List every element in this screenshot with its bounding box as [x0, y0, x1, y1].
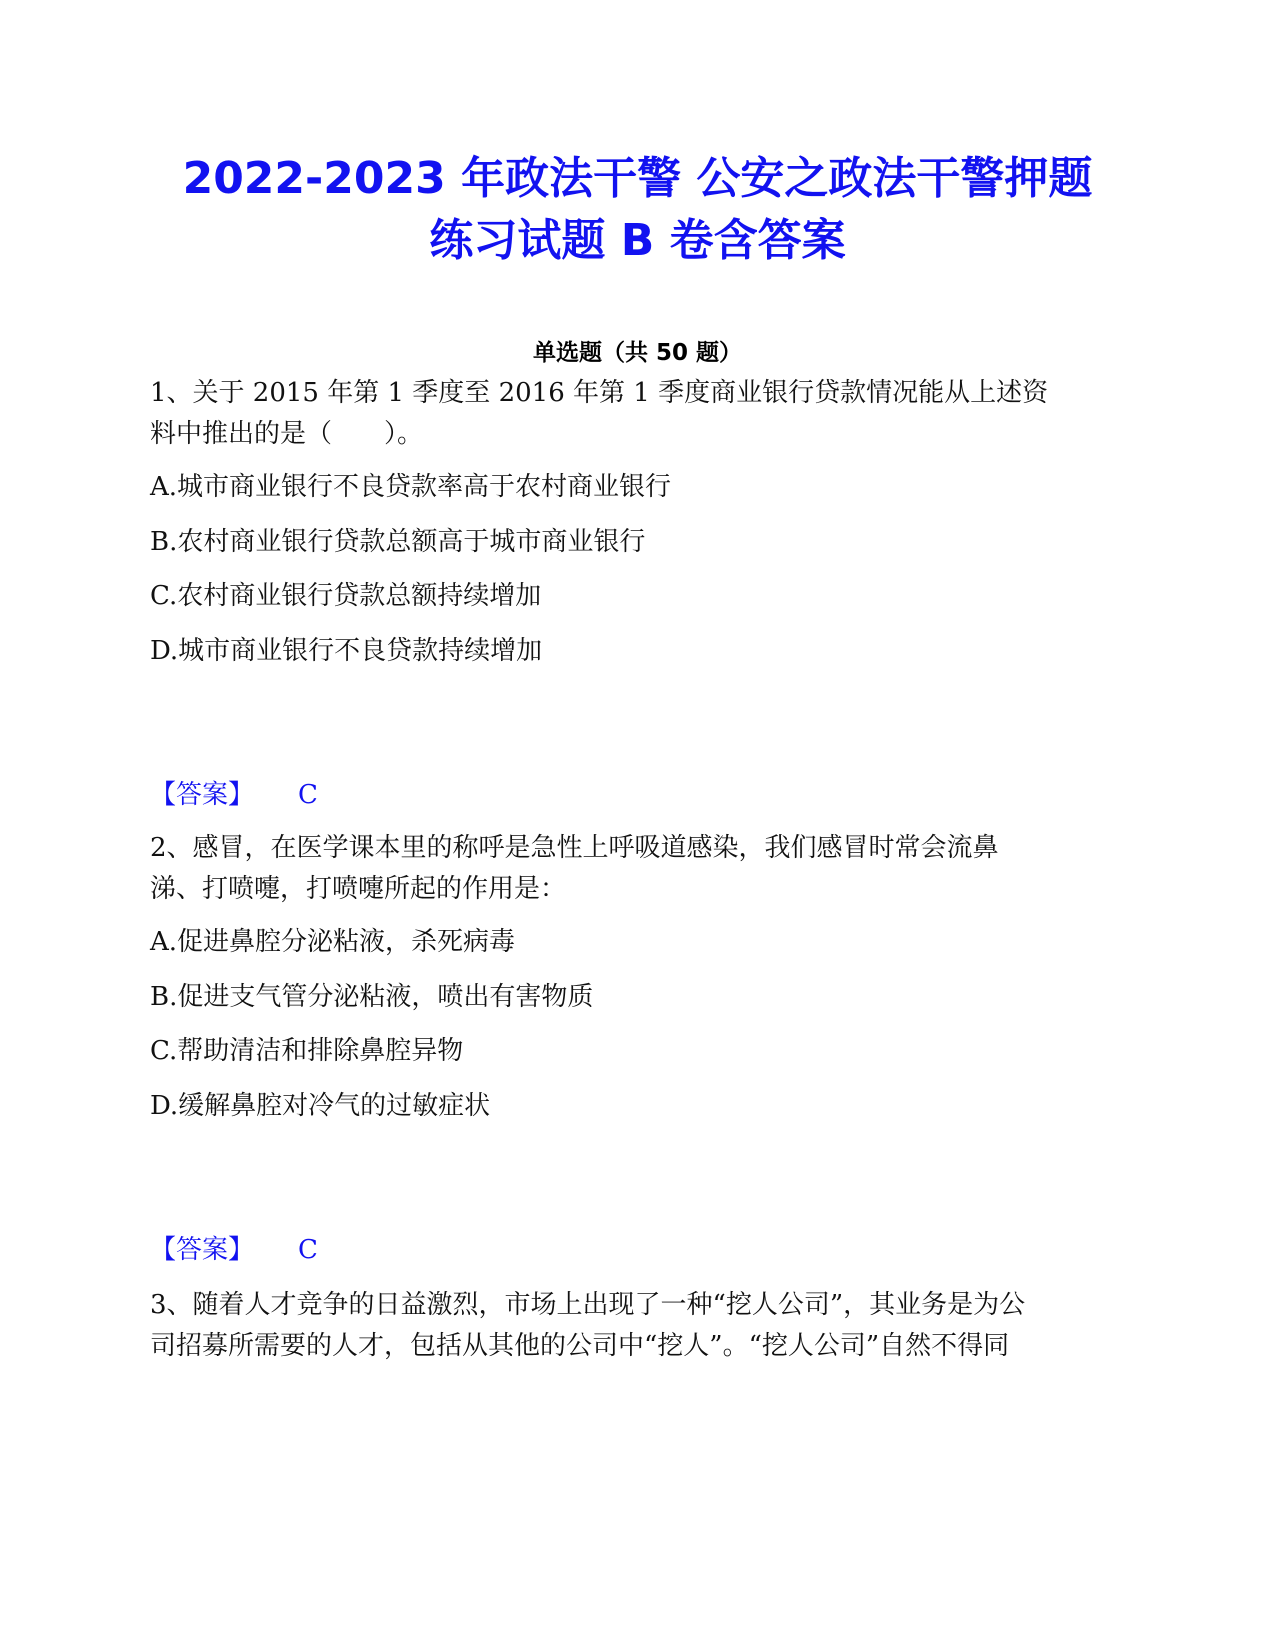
question-3-line-2: 司招募所需要的人才，包括从其他的公司中“挖人”。“挖人公司”自然不得同 — [150, 1331, 1010, 1361]
answer-label: 【答案】 — [150, 780, 255, 810]
answer-value: C — [298, 780, 318, 810]
question-2-line-2: 涕、打喷嚏，打喷嚏所起的作用是： — [150, 874, 567, 904]
title-line-2: 练习试题 B 卷含答案 — [429, 215, 846, 266]
question-1-option-a: A.城市商业银行不良贷款率高于农村商业银行 — [150, 472, 672, 502]
question-1-option-b: B.农村商业银行贷款总额高于城市商业银行 — [150, 527, 646, 557]
question-2-option-a: A.促进鼻腔分泌粘液，杀死病毒 — [150, 927, 516, 957]
document-title — [100, 148, 1175, 272]
question-1-option-d: D.城市商业银行不良贷款持续增加 — [150, 636, 543, 666]
answer-label: 【答案】 — [150, 1235, 255, 1265]
question-2-line-1: 2、感冒，在医学课本里的称呼是急性上呼吸道感染，我们感冒时常会流鼻 — [150, 833, 999, 863]
answer-value: C — [298, 1235, 318, 1265]
question-1-option-c: C.农村商业银行贷款总额持续增加 — [150, 581, 542, 611]
question-2-option-c: C.帮助清洁和排除鼻腔异物 — [150, 1036, 464, 1066]
section-heading: 单选题（共 50 题） — [532, 340, 743, 366]
title-line-1: 2022-2023 年政法干警 公安之政法干警押题 — [182, 153, 1093, 204]
question-2-answer — [150, 1233, 318, 1267]
question-1-line-1: 1、关于 2015 年第 1 季度至 2016 年第 1 季度商业银行贷款情况能从上述资 — [150, 378, 1049, 408]
question-1-answer — [150, 778, 318, 812]
question-3-line-1: 3、随着人才竞争的日益激烈，市场上出现了一种“挖人公司”，其业务是为公 — [150, 1290, 1026, 1320]
question-1-line-2: 料中推出的是（ ）。 — [150, 419, 424, 449]
question-2-option-d: D.缓解鼻腔对冷气的过敏症状 — [150, 1091, 491, 1121]
question-2-option-b: B.促进支气管分泌粘液，喷出有害物质 — [150, 982, 594, 1012]
